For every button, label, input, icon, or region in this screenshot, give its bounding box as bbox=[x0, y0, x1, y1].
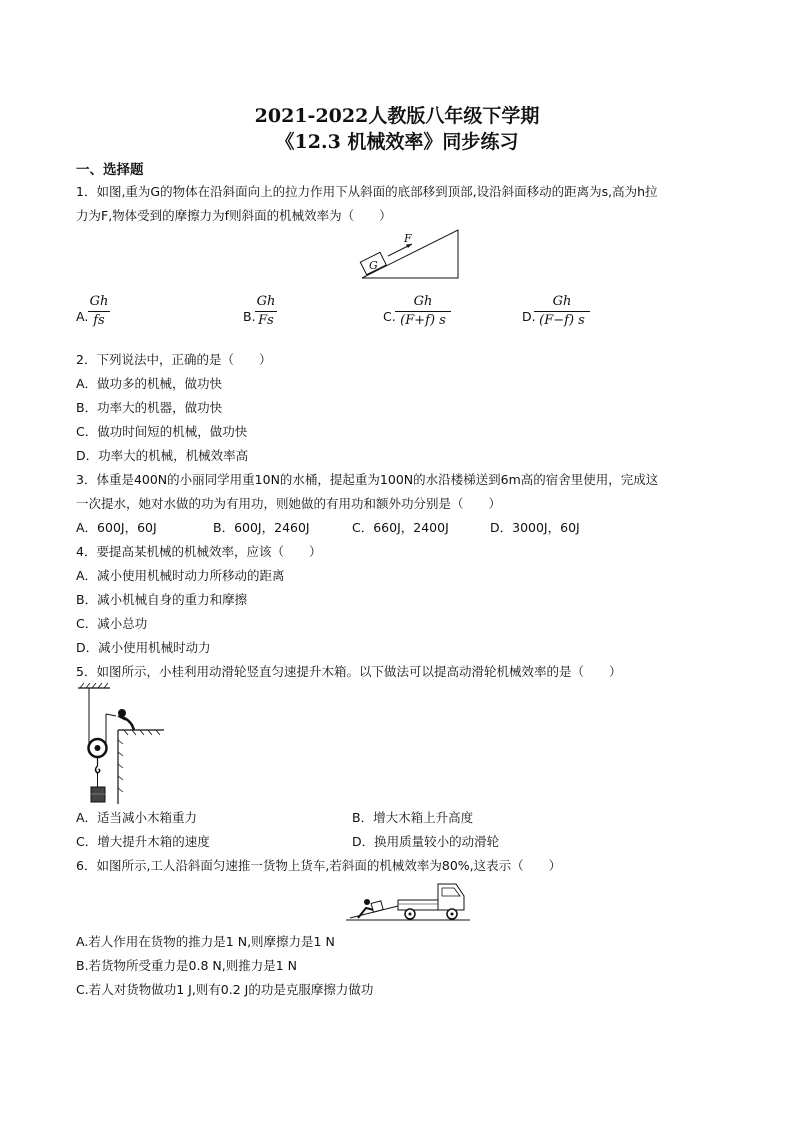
q1-option-d-label[interactable]: D. bbox=[522, 309, 536, 324]
q1-option-a-label[interactable]: A. bbox=[76, 309, 89, 324]
fraction-bar bbox=[255, 311, 277, 312]
q3-stem-line-2: 一次提水，她对水做的功为有用功，则她做的有用功和额外功分别是（ ） bbox=[76, 496, 502, 511]
q1-option-b-label[interactable]: B. bbox=[243, 309, 256, 324]
q5-pulley-figure bbox=[76, 686, 166, 808]
q4-option-a[interactable]: A．减小使用机械时动力所移动的距离 bbox=[76, 568, 285, 583]
q1-option-b-numerator: Gh bbox=[256, 294, 276, 309]
q2-option-c[interactable]: C．做功时间短的机械，做功快 bbox=[76, 424, 248, 439]
q3-stem-line-1: 3．体重是400N的小丽同学用重10N的水桶，提起重为100N的水沿楼梯送到6m高的宿舍里使用，完成这 bbox=[76, 472, 659, 487]
title-line-2: 《12.3 机械效率》同步练习 bbox=[275, 131, 519, 153]
q1-option-c-denominator: (F+f) s bbox=[400, 313, 446, 328]
q2-option-d[interactable]: D．功率大的机械，机械效率高 bbox=[76, 448, 249, 463]
q2-option-b[interactable]: B．功率大的机器，做功快 bbox=[76, 400, 223, 415]
q4-option-d[interactable]: D．减小使用机械时动力 bbox=[76, 640, 211, 655]
q1-option-c-fraction bbox=[395, 294, 451, 332]
title-line-1: 2021-2022人教版八年级下学期 bbox=[254, 105, 540, 127]
q1-option-a-fraction bbox=[88, 294, 110, 332]
q6-option-a[interactable]: A.若人作用在货物的推力是1 N,则摩擦力是1 N bbox=[76, 934, 335, 949]
section-heading: 一、选择题 bbox=[76, 162, 144, 178]
q1-option-d-denominator: (F−f) s bbox=[539, 313, 585, 328]
q6-stem: 6．如图所示,工人沿斜面匀速推一货物上货车,若斜面的机械效率为80%,这表示（ ） bbox=[76, 858, 562, 873]
q1-fig-label-g: G bbox=[369, 259, 378, 272]
q1-option-a-numerator: Gh bbox=[89, 294, 109, 309]
q4-stem: 4．要提高某机械的机械效率，应该（ ） bbox=[76, 544, 322, 559]
q3-option-b[interactable]: B．600J，2460J bbox=[213, 520, 310, 535]
q1-option-d-numerator: Gh bbox=[552, 294, 572, 309]
q1-fig-label-f: F bbox=[404, 232, 412, 245]
q5-option-d[interactable]: D．换用质量较小的动滑轮 bbox=[352, 834, 500, 849]
q1-option-a-denominator: fs bbox=[93, 313, 105, 328]
q3-option-a[interactable]: A．600J，60J bbox=[76, 520, 157, 535]
q6-truck-figure bbox=[346, 878, 470, 922]
q5-stem: 5．如图所示，小桂利用动滑轮竖直匀速提升木箱。以下做法可以提高动滑轮机械效率的是（ ） bbox=[76, 664, 622, 679]
q1-option-d-fraction bbox=[534, 294, 590, 332]
q5-option-a[interactable]: A．适当减小木箱重力 bbox=[76, 810, 198, 825]
fraction-bar bbox=[88, 311, 110, 312]
q1-stem-line-2: 力为F,物体受到的摩擦力为f则斜面的机械效率为（ ） bbox=[76, 208, 392, 223]
q2-option-a[interactable]: A．做功多的机械，做功快 bbox=[76, 376, 223, 391]
q5-option-b[interactable]: B．增大木箱上升高度 bbox=[352, 810, 474, 825]
q6-option-c[interactable]: C.若人对货物做功1 J,则有0.2 J的功是克服摩擦力做功 bbox=[76, 982, 374, 997]
q1-option-b-denominator: Fs bbox=[258, 313, 274, 328]
q6-option-b[interactable]: B.若货物所受重力是0.8 N,则推力是1 N bbox=[76, 958, 298, 973]
fraction-bar bbox=[395, 311, 451, 312]
q3-option-c[interactable]: C．660J，2400J bbox=[352, 520, 449, 535]
q4-option-b[interactable]: B．减小机械自身的重力和摩擦 bbox=[76, 592, 248, 607]
fraction-bar bbox=[534, 311, 590, 312]
q2-stem: 2．下列说法中，正确的是（ ） bbox=[76, 352, 272, 367]
q1-stem-line-1: 1．如图,重为G的物体在沿斜面向上的拉力作用下从斜面的底部移到顶部,设沿斜面移动的距离为s,高为h拉 bbox=[76, 184, 658, 199]
q1-option-c-label[interactable]: C. bbox=[383, 309, 396, 324]
q1-option-b-fraction bbox=[255, 294, 277, 332]
q4-option-c[interactable]: C．减小总功 bbox=[76, 616, 148, 631]
q3-option-d[interactable]: D．3000J，60J bbox=[490, 520, 580, 535]
q5-option-c[interactable]: C．增大提升木箱的速度 bbox=[76, 834, 210, 849]
q1-option-c-numerator: Gh bbox=[413, 294, 433, 309]
